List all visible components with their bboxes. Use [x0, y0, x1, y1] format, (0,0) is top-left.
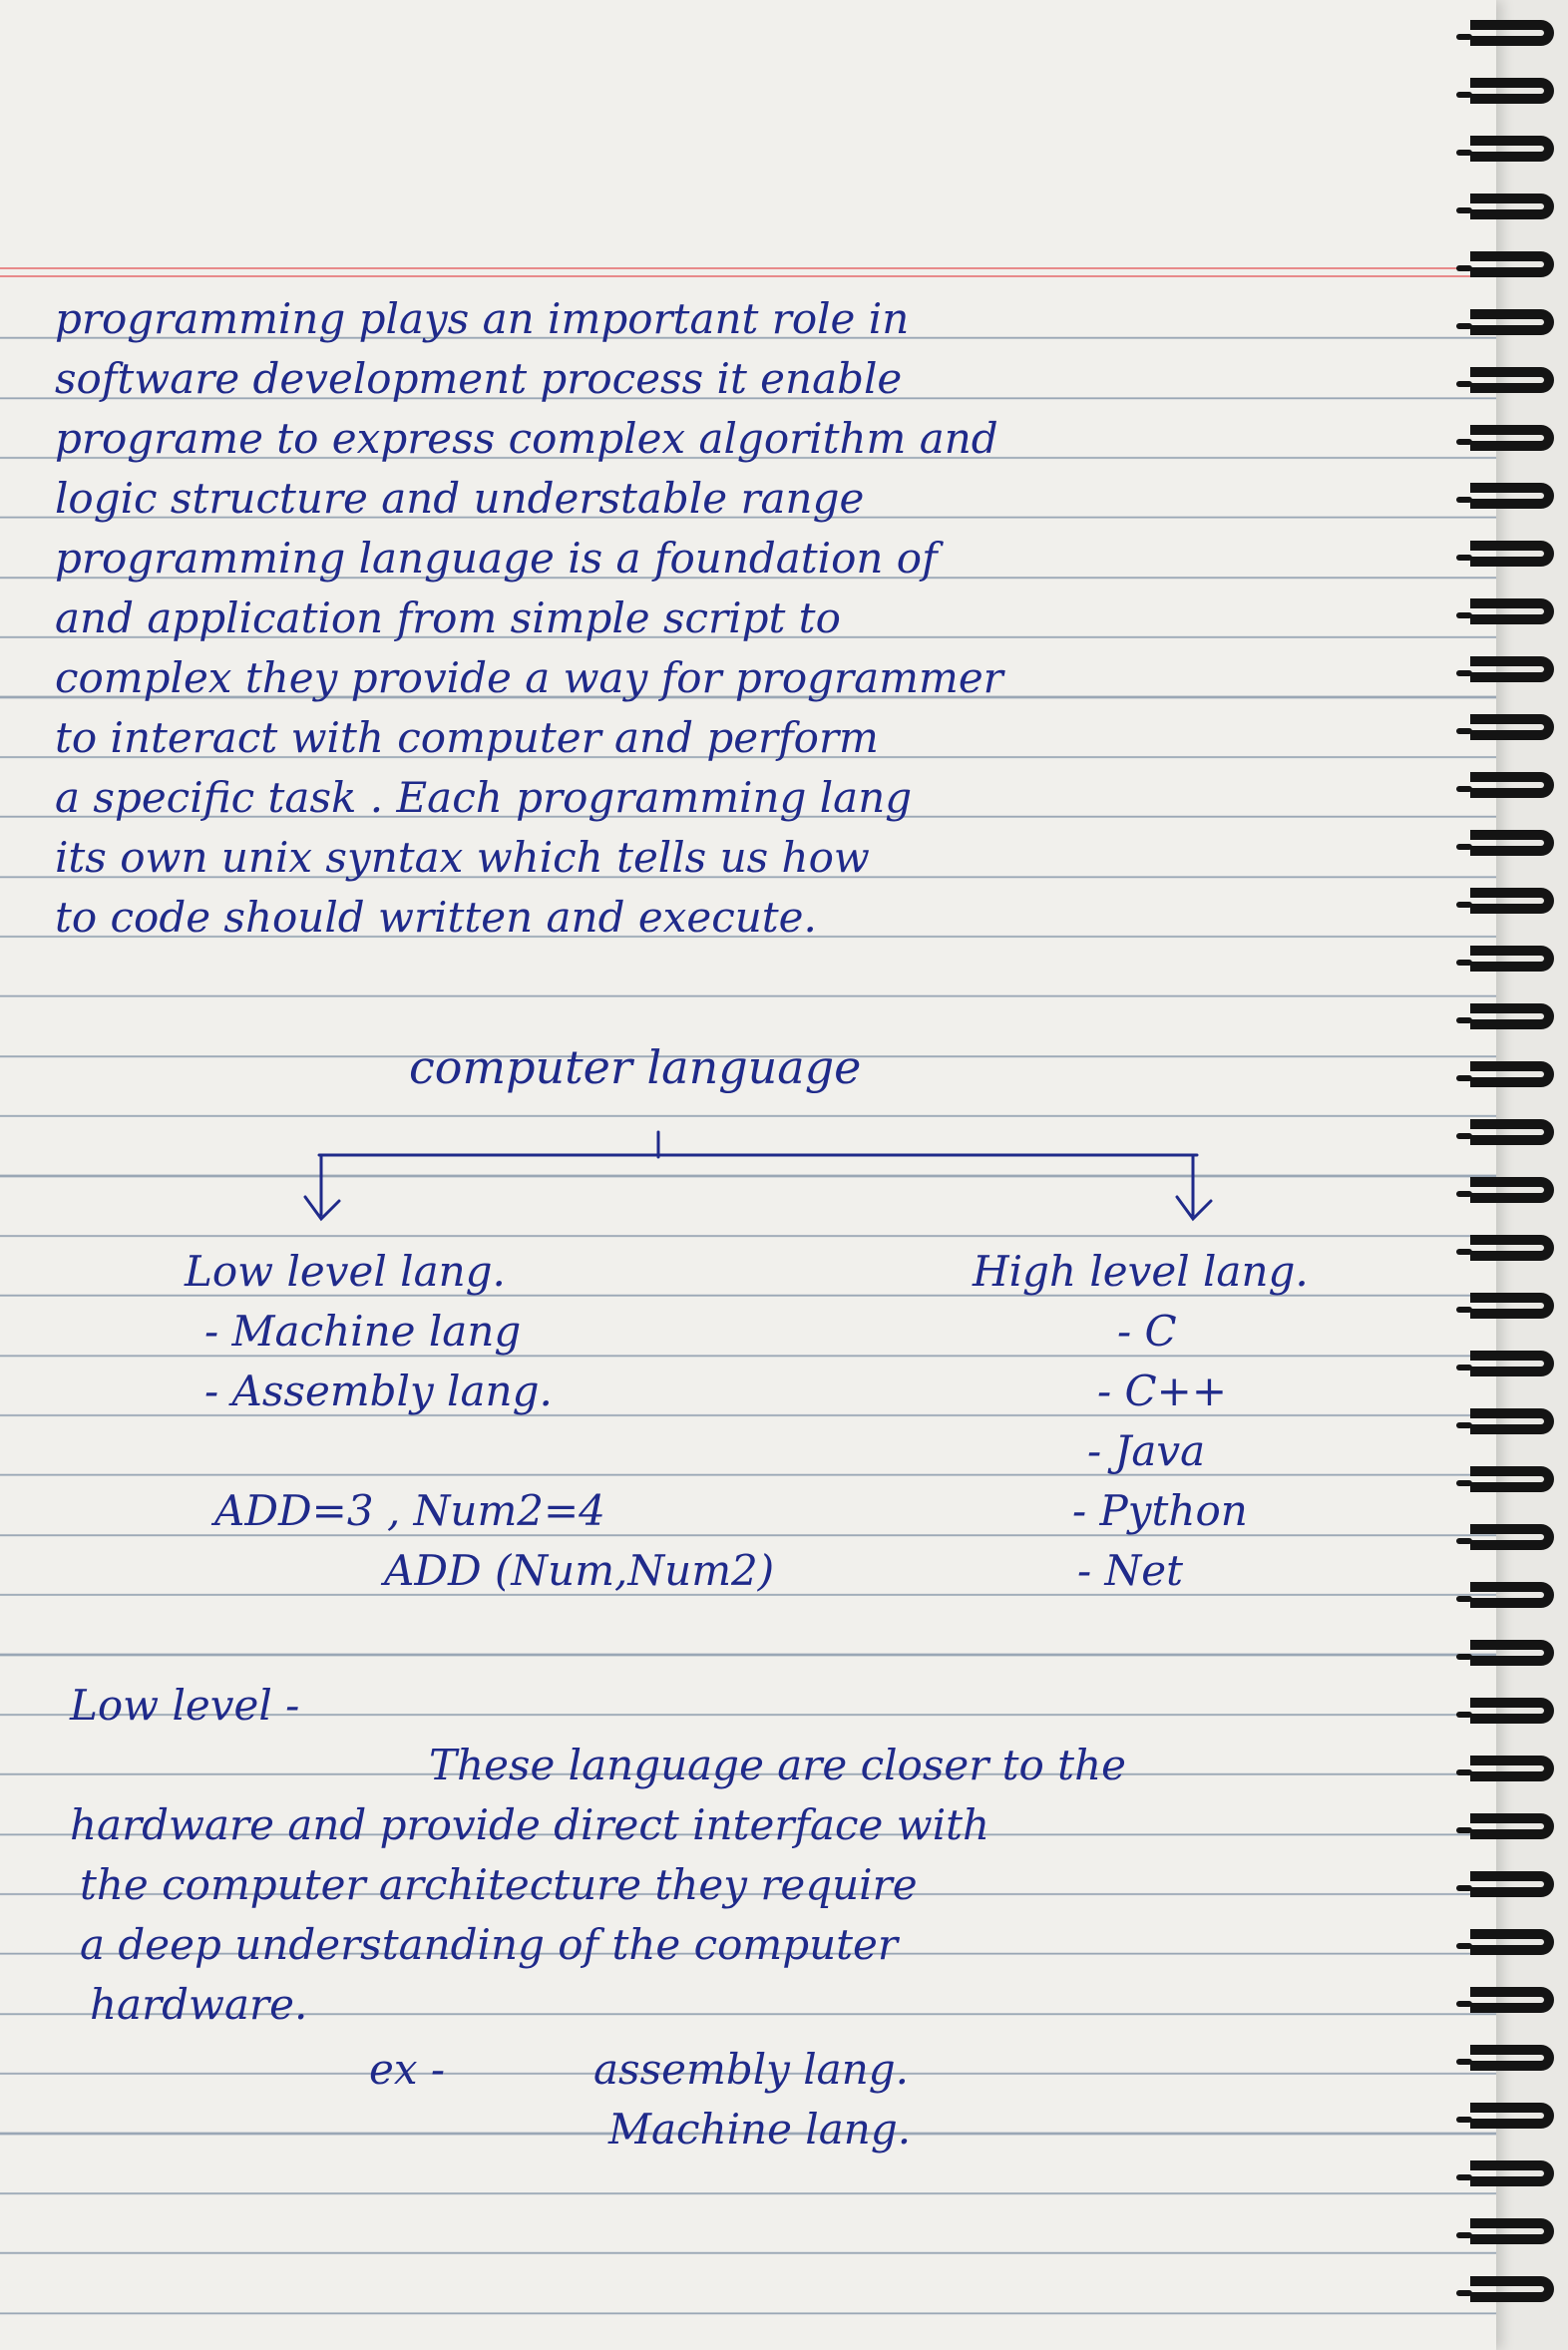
intro-line: and application from simple script to: [55, 593, 841, 642]
spiral-coil: [1470, 830, 1554, 856]
example-item: Machine lang.: [608, 2105, 912, 2154]
intro-line: its own unix syntax which tells us how: [55, 833, 870, 882]
spiral-coil: [1470, 946, 1554, 972]
high-level-item: - Java: [1087, 1426, 1206, 1475]
code-example-line: ADD=3 , Num2=4: [214, 1486, 605, 1535]
spiral-coil: [1470, 2160, 1554, 2186]
intro-line: a specific task . Each programming lang: [55, 773, 913, 822]
spiral-coil: [1470, 714, 1554, 740]
example-item: assembly lang.: [593, 2045, 909, 2094]
spiral-coil: [1470, 598, 1554, 624]
intro-line: logic structure and understable range: [55, 474, 865, 523]
section-line: a deep understanding of the computer: [80, 1920, 898, 1969]
spiral-coil: [1470, 483, 1554, 509]
high-level-item: - Python: [1072, 1486, 1248, 1535]
spiral-coil: [1470, 888, 1554, 914]
example-label: ex -: [369, 2045, 446, 2094]
spiral-coil: [1470, 1351, 1554, 1376]
spiral-coil: [1470, 2276, 1554, 2302]
high-level-item: - C: [1117, 1307, 1177, 1356]
section-line: hardware and provide direct interface with: [70, 1800, 990, 1849]
intro-line: programe to express complex algorithm and: [55, 414, 998, 463]
intro-line: software development process it enable: [55, 354, 903, 403]
spiral-coil: [1470, 541, 1554, 567]
spiral-coil: [1470, 2218, 1554, 2244]
high-level-item: - C++: [1097, 1367, 1228, 1415]
spiral-coil: [1470, 136, 1554, 162]
spiral-coil: [1470, 1293, 1554, 1319]
spiral-coil: [1470, 1119, 1554, 1145]
spiral-coil: [1470, 1408, 1554, 1434]
spiral-coil: [1470, 2045, 1554, 2071]
spiral-coil: [1470, 309, 1554, 335]
diagram-title: computer language: [409, 1040, 862, 1094]
spiral-coil: [1470, 78, 1554, 104]
code-example-line: ADD (Num,Num2): [384, 1546, 775, 1595]
spiral-coil: [1470, 194, 1554, 219]
intro-line: programming plays an important role in: [55, 294, 910, 343]
spiral-binding: [1458, 0, 1568, 2350]
spiral-coil: [1470, 1177, 1554, 1203]
spiral-coil: [1470, 2103, 1554, 2129]
spiral-coil: [1470, 20, 1554, 46]
intro-line: to code should written and execute.: [55, 893, 817, 942]
high-level-item: - Net: [1077, 1546, 1184, 1595]
spiral-coil: [1470, 1756, 1554, 1781]
low-level-item: - Machine lang: [204, 1307, 522, 1356]
intro-line: to interact with computer and perform: [55, 713, 879, 762]
spiral-coil: [1470, 251, 1554, 277]
spiral-coil: [1470, 656, 1554, 682]
high-level-heading: High level lang.: [973, 1247, 1309, 1296]
low-level-item: - Assembly lang.: [204, 1367, 553, 1415]
section-line: These language are closer to the: [429, 1741, 1126, 1789]
spiral-coil: [1470, 1003, 1554, 1029]
low-level-heading: Low level lang.: [185, 1247, 506, 1296]
spiral-coil: [1470, 1929, 1554, 1955]
spiral-coil: [1470, 1987, 1554, 2013]
section-heading: Low level -: [70, 1681, 300, 1730]
spiral-coil: [1470, 1640, 1554, 1666]
spiral-coil: [1470, 772, 1554, 798]
spiral-coil: [1470, 1582, 1554, 1608]
spiral-coil: [1470, 1524, 1554, 1550]
spiral-coil: [1470, 1871, 1554, 1897]
intro-line: programming language is a foundation of: [55, 534, 938, 583]
spiral-coil: [1470, 1061, 1554, 1087]
intro-line: complex they provide a way for programmer: [55, 653, 1003, 702]
spiral-coil: [1470, 1466, 1554, 1492]
spiral-coil: [1470, 1813, 1554, 1839]
spiral-coil: [1470, 1698, 1554, 1724]
spiral-coil: [1470, 367, 1554, 393]
spiral-coil: [1470, 1235, 1554, 1261]
section-line: hardware.: [90, 1980, 308, 2029]
spiral-coil: [1470, 425, 1554, 451]
section-line: the computer architecture they require: [80, 1860, 918, 1909]
